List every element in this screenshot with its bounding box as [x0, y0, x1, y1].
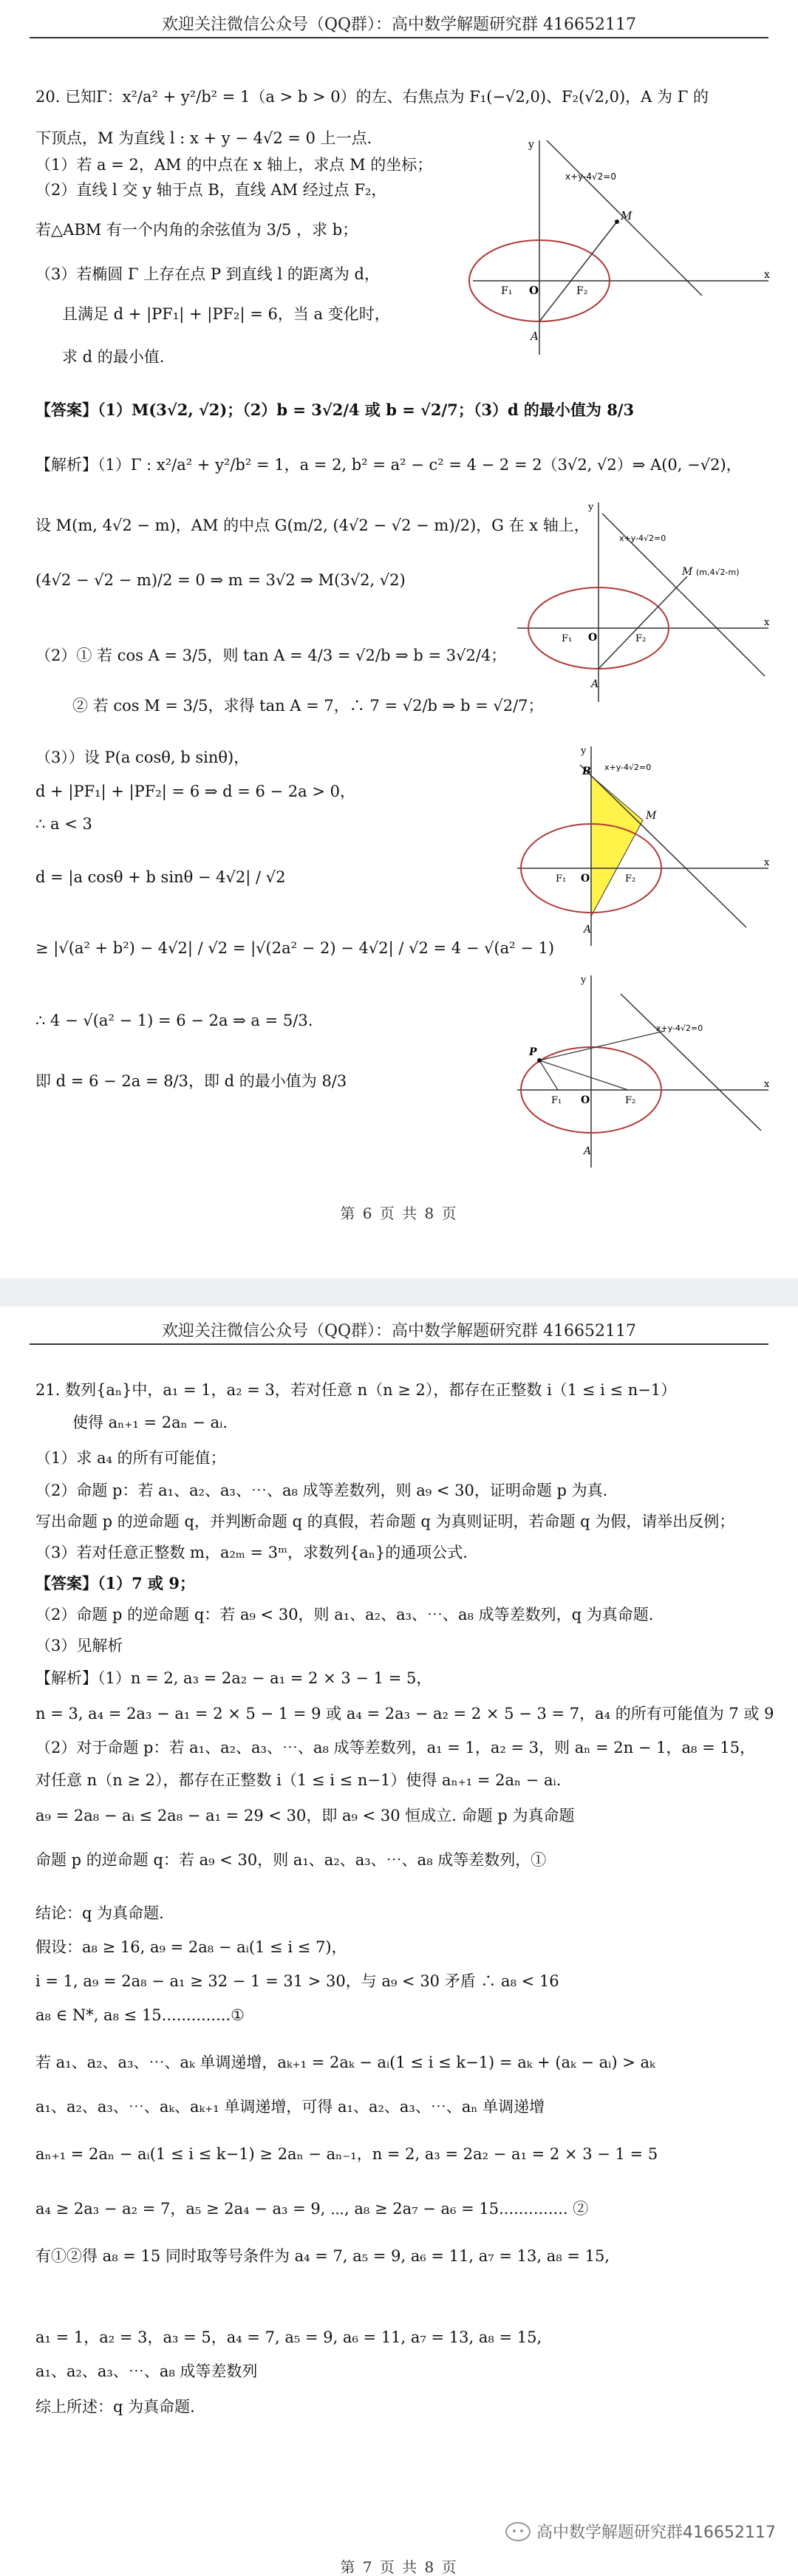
segment-pf2	[539, 1060, 628, 1090]
line-l	[621, 994, 761, 1131]
solution-20-part-3-step-2: ∴ a < 3	[35, 815, 92, 833]
label-m-coord: (m,4√2-m)	[696, 568, 740, 577]
solution-21-converse: 命题 p 的逆命题 q：若 a₉ < 30，则 a₁、a₂、a₃、⋯、a₈ 成等差数列，①	[35, 1851, 547, 1869]
problem-21-part-3: （3）若对任意正整数 m，a₂ₘ = 3ᵐ，求数列{aₙ}的通项公式.	[35, 1544, 468, 1561]
solution-21-step-1: 【解析】（1）n = 2, a₃ = 2a₂ − a₁ = 2 × 3 − 1 = 5，	[35, 1669, 432, 1687]
label-y: y	[588, 502, 594, 513]
label-y: y	[581, 746, 587, 757]
solution-20-inequality: ≥ |√(a² + b²) − 4√2| / √2 = |√(2a² − 2) − 4√2| / √2 = 4 − √(a² − 1)	[35, 939, 555, 957]
label-o: O	[581, 873, 590, 885]
label-f2: F₂	[625, 873, 636, 885]
solution-21-step-2: n = 3, a₄ = 2a₃ − a₁ = 2 × 5 − 1 = 9 或 a₄ = 2a₃ − a₂ = 2 × 5 − 3 = 7，a₄ 的所有可能值为 7 或 9	[35, 1705, 774, 1723]
solution-21-arithmetic: a₁、a₂、a₃、⋯、a₈ 成等差数列	[35, 2362, 258, 2380]
problem-21-part-2: （2）命题 p：若 a₁、a₂、a₃、⋯、a₈ 成等差数列，则 a₉ < 30，证明命题 p 为真.	[35, 1482, 608, 1499]
solution-21-bound-1: a₈ ∈ N*, a₈ ≤ 15..............①	[35, 2006, 245, 2024]
page-footer: 第 7 页 共 8 页	[340, 2558, 458, 2576]
solution-20-solve-a: ∴ 4 − √(a² − 1) = 6 − 2a ⇒ a = 5/3.	[35, 1012, 313, 1029]
page-header: 欢迎关注微信公众号（QQ群）：高中数学解题研究群 416652117	[161, 1322, 637, 1340]
label-line-eq: x+y-4√2=0	[565, 171, 616, 182]
label-m: M	[682, 566, 693, 578]
label-line-eq: x+y-4√2=0	[619, 534, 666, 543]
watermark-text: 高中数学解题研究群416652117	[536, 2524, 776, 2542]
solution-20-part-3-step-1: d + |PF₁| + |PF₂| = 6 ⇒ d = 6 − 2a > 0，	[35, 783, 356, 800]
problem-20-stem: 20. 已知Γ：x²/a² + y²/b² = 1（a > b > 0）的左、右焦点为 F₁(−√2,0)、F₂(√2,0)，A 为 Γ 的	[35, 88, 709, 106]
figure-ellipse-2	[510, 488, 776, 709]
label-o: O	[581, 1094, 590, 1106]
solution-21-monotone: 若 a₁、a₂、a₃、⋯、aₖ 单调递增，aₖ₊₁ = 2aₖ − aᵢ(1 ≤ i ≤ k−1) = aₖ + (aₖ − aᵢ) > aₖ	[35, 2054, 655, 2071]
label-o: O	[529, 284, 539, 297]
solution-21-contradiction: i = 1, a₉ = 2a₈ − a₁ ≥ 32 − 1 = 31 > 30，与 a₉ < 30 矛盾 ∴ a₈ < 16	[35, 1972, 559, 1990]
answer-21-part-2: （2）命题 p 的逆命题 q：若 a₉ < 30，则 a₁、a₂、a₃、⋯、a₈ 成等差数列，q 为真命题.	[35, 1606, 654, 1623]
solution-20-part-3-setup: （3））设 P(a cosθ, b sinθ)，	[35, 749, 250, 766]
label-a: A	[591, 678, 599, 690]
label-m: M	[621, 209, 632, 222]
label-line-eq: x+y-4√2=0	[604, 763, 652, 772]
label-o: O	[588, 632, 598, 644]
page-footer: 第 6 页 共 8 页	[340, 1204, 458, 1222]
label-f2: F₂	[625, 1095, 636, 1106]
label-x: x	[764, 857, 770, 868]
label-x: x	[764, 617, 770, 628]
figure-ellipse-4	[510, 961, 776, 1175]
solution-21-equality: 有①②得 a₈ = 15 同时取等号条件为 a₄ = 7, a₅ = 9, a₆ = 11, a₇ = 13, a₈ = 15,	[35, 2247, 610, 2265]
label-b: B	[582, 766, 591, 777]
label-f1: F₁	[501, 285, 513, 297]
header-rule	[30, 37, 768, 38]
problem-20-part-2: （2）直线 l 交 y 轴于点 B，直线 AM 经过点 F₂，	[35, 181, 387, 199]
problem-21-part-1: （1）求 a₄ 的所有可能值；	[35, 1449, 226, 1467]
figure-ellipse-3	[510, 732, 776, 953]
label-f2: F₂	[635, 633, 647, 644]
label-f1: F₁	[551, 1095, 562, 1106]
point-m	[615, 219, 619, 224]
label-p: P	[529, 1046, 537, 1058]
solution-20-step-3: (4√2 − √2 − m)/2 = 0 ⇒ m = 3√2 ⇒ M(3√2, √2)	[35, 571, 406, 589]
label-a: A	[584, 924, 592, 936]
solution-20-part-2-case-1: （2）① 若 cos A = 3/5，则 tan A = 4/3 = √2/b ⇒ b = 3√2/4；	[35, 647, 507, 664]
page-6	[0, 0, 798, 1278]
page-header: 欢迎关注微信公众号（QQ群）：高中数学解题研究群 416652117	[161, 16, 637, 34]
label-a: A	[584, 1145, 592, 1157]
problem-21-stem-cont: 使得 aₙ₊₁ = 2aₙ − aᵢ.	[72, 1414, 228, 1431]
solution-20-part-2-case-2: ② 若 cos M = 3/5，求得 tan A = 7，∴ 7 = √2/b ⇒ b = √2/7；	[72, 697, 544, 715]
problem-20-stem-cont: 下顶点，M 为直线 l : x + y − 4√2 = 0 上一点.	[35, 129, 372, 147]
problem-20-part-2-cont: 若△ABM 有一个内角的余弦值为 3/5 ，求 b；	[35, 221, 358, 239]
solution-20-step-2: 设 M(m, 4√2 − m)，AM 的中点 G(m/2, (4√2 − √2 − m)/2)，G 在 x 轴上，	[35, 517, 590, 534]
label-m: M	[646, 810, 657, 822]
solution-21-bound-2: a₄ ≥ 2a₃ − a₂ = 7，a₅ ≥ 2a₄ − a₃ = 9, ⋯, a₈ ≥ 2a₇ − a₆ = 15.............. ②	[35, 2200, 589, 2218]
label-x: x	[764, 269, 770, 281]
solution-21-monotone-cont: a₁、a₂、a₃、⋯、aₖ、aₖ₊₁ 单调递增，可得 a₁、a₂、a₃、⋯、aₙ 单调递增	[35, 2098, 545, 2116]
segment-pd	[539, 1031, 665, 1060]
page-separator	[0, 1278, 798, 1306]
label-f2: F₂	[576, 285, 588, 297]
solution-20-distance-formula: d = |a cosθ + b sinθ − 4√2| / √2	[35, 868, 286, 886]
label-f1: F₁	[562, 633, 573, 644]
watermark	[505, 2520, 776, 2543]
problem-20-part-3: （3）若椭圆 Γ 上存在点 P 到直线 l 的距离为 d，	[35, 265, 380, 283]
line-am	[598, 576, 687, 669]
problem-20-part-3-cont: 且满足 d + |PF₁| + |PF₂| = 6，当 a 变化时，	[62, 305, 390, 323]
answer-20: 【答案】（1）M(3√2, √2)；（2）b = 3√2/4 或 b = √2/7；（3）d 的最小值为 8/3	[35, 401, 635, 419]
header-rule	[30, 1343, 768, 1345]
page-7	[0, 1306, 798, 2576]
triangle-abm	[591, 776, 643, 916]
solution-21-recurrence: aₙ₊₁ = 2aₙ − aᵢ(1 ≤ i ≤ k−1) ≥ 2aₙ − aₙ₋₁，n = 2, a₃ = 2a₂ − a₁ = 2 × 3 − 1 = 5	[35, 2145, 658, 2163]
wechat-icon	[505, 2522, 531, 2541]
segment-pf1	[539, 1060, 558, 1090]
problem-21-stem: 21. 数列{aₙ}中，a₁ = 1，a₂ = 3，若对任意 n（n ≥ 2），都存在正整数 i（1 ≤ i ≤ n−1）	[35, 1381, 677, 1399]
solution-21-conclusion-claim: 结论：q 为真命题.	[35, 1904, 164, 1922]
answer-21: 【答案】（1）7 或 9；	[35, 1574, 195, 1592]
label-a: A	[531, 330, 539, 343]
label-f1: F₁	[556, 873, 567, 885]
answer-21-part-3: （3）见解析	[35, 1637, 123, 1655]
solution-21-values: a₁ = 1，a₂ = 3，a₃ = 5，a₄ = 7, a₅ = 9, a₆ = 11, a₇ = 13, a₈ = 15,	[35, 2328, 542, 2346]
label-y: y	[581, 975, 587, 986]
figure-ellipse-1	[466, 126, 776, 362]
problem-20-part-3-end: 求 d 的最小值.	[62, 348, 165, 366]
solution-21-part-2-cont: 对任意 n（n ≥ 2），都存在正整数 i（1 ≤ i ≤ n−1）使得 aₙ₊₁ = 2aₙ − aᵢ.	[35, 1771, 562, 1789]
label-y: y	[528, 139, 534, 151]
label-line-eq: x+y-4√2=0	[656, 1023, 703, 1033]
solution-20-conclusion: 即 d = 6 − 2a = 8/3，即 d 的最小值为 8/3	[35, 1072, 347, 1090]
problem-20-part-1: （1）若 a = 2，AM 的中点在 x 轴上，求点 M 的坐标；	[35, 156, 433, 174]
solution-20-step-1: 【解析】（1）Γ : x²/a² + y²/b² = 1，a = 2, b² = a² − c² = 4 − 2 = 2（3√2, √2）⇒ A(0, −√2)，	[35, 456, 742, 474]
solution-21-summary: 综上所述：q 为真命题.	[35, 2398, 195, 2416]
solution-21-part-2: （2）对于命题 p：若 a₁、a₂、a₃、⋯、a₈ 成等差数列，a₁ = 1，a₂ = 3，则 aₙ = 2n − 1，a₈ = 15，	[35, 1739, 756, 1756]
line-am	[539, 222, 617, 321]
solution-21-assumption: 假设：a₈ ≥ 16, a₉ = 2a₈ − aᵢ(1 ≤ i ≤ 7)，	[35, 1938, 347, 1956]
point-p	[537, 1058, 542, 1063]
problem-21-part-2-cont: 写出命题 p 的逆命题 q，并判断命题 q 的真假，若命题 q 为真则证明，若命题 q 为假，请举出反例；	[35, 1513, 735, 1530]
label-x: x	[764, 1079, 770, 1090]
solution-21-part-2-proof: a₉ = 2a₈ − aᵢ ≤ 2a₈ − a₁ = 29 < 30，即 a₉ < 30 恒成立. 命题 p 为真命题	[35, 1807, 575, 1824]
